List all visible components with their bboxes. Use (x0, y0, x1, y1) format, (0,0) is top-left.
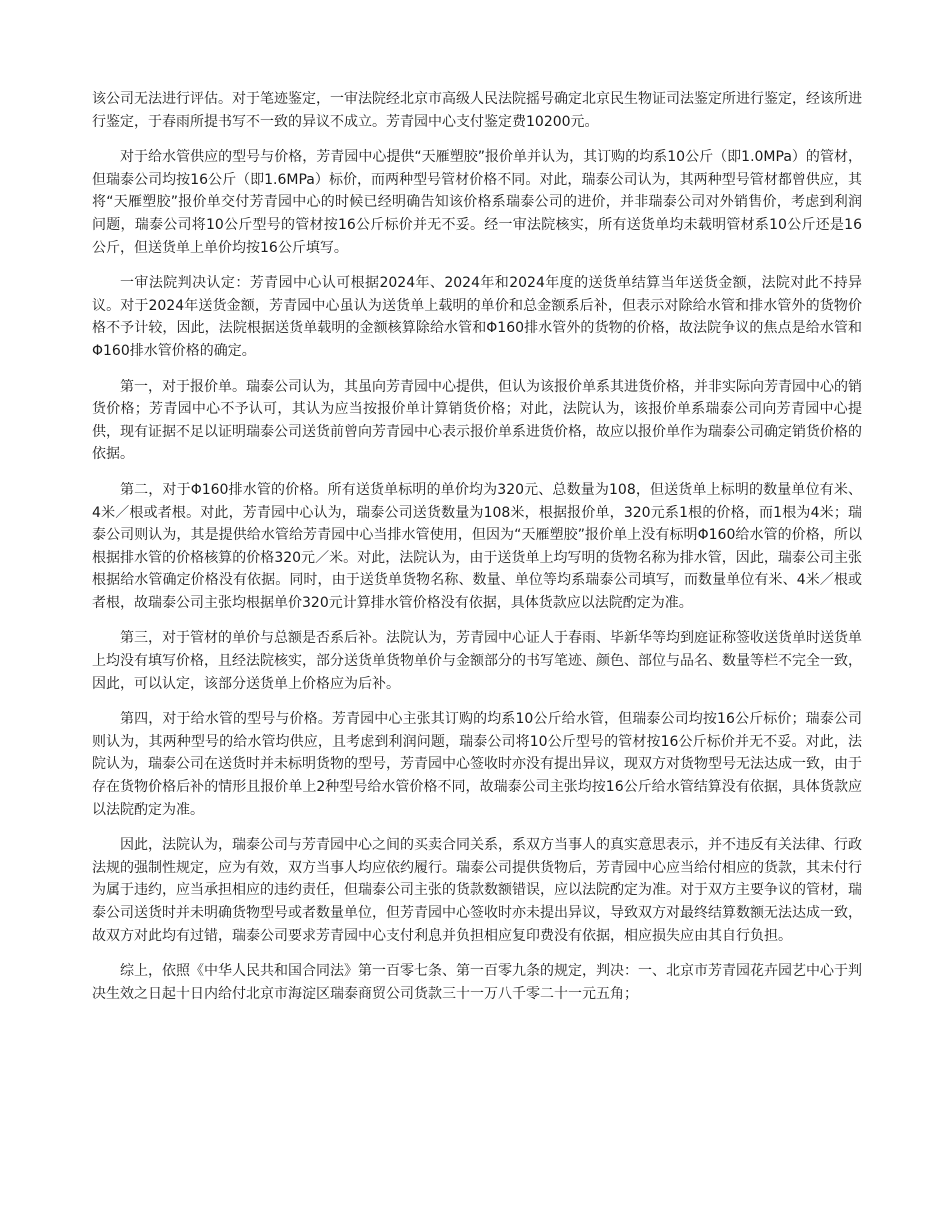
paragraph-1: 该公司无法进行评估。对于笔迹鉴定，一审法院经北京市高级人民法院摇号确定北京民生物证司法鉴定所进行鉴定，经该所进行鉴定，于春雨所提书写不一致的异议不成立。芳青园中心支付鉴定费10200元。 (92, 91, 862, 130)
document-body (92, 88, 862, 1018)
paragraph-3: 一审法院判决认定：芳青园中心认可根据2024年、2024年和2024年度的送货单结算当年送货金额，法院对此不持异议。对于2024年送货金额，芳青园中心虽认为送货单上载明的单价和总金额系后补，但表示对除给水管和排水管外的货物价格不予计较，因此，法院根据送货单载明的金额核算除给水管和Φ160排水管外的货物的价格，故法院争议的焦点是给水管和Φ160排水管价格的确定。 (92, 275, 862, 359)
paragraph-6: 第三，对于管材的单价与总额是否系后补。法院认为，芳青园中心证人于春雨、毕新华等均到庭证称签收送货单时送货单上均没有填写价格，且经法院核实，部分送货单货物单价与金额部分的书写笔迹、颜色、部位与品名、数量等栏不完全一致，因此，可以认定，该部分送货单上价格应为后补。 (92, 630, 862, 692)
paragraph-9: 综上，依照《中华人民共和国合同法》第一百零七条、第一百零九条的规定，判决：一、北京市芳青园花卉园艺中心于判决生效之日起十日内给付北京市海淀区瑞泰商贸公司货款三十一万八千零二十一元五角； (92, 963, 862, 1002)
paragraph-4: 第一，对于报价单。瑞泰公司认为，其虽向芳青园中心提供，但认为该报价单系其进货价格，并非实际向芳青园中心的销货价格；芳青园中心不予认可，其认为应当按报价单计算销货价格；对此，法院认为，该报价单系瑞泰公司向芳青园中心提供，现有证据不足以证明瑞泰公司送货前曾向芳青园中心表示报价单系进货价格，故应以报价单作为瑞泰公司确定销货价格的依据。 (92, 378, 862, 463)
paragraph-5: 第二，对于Φ160排水管的价格。所有送货单标明的单价均为320元、总数量为108，但送货单上标明的数量单位有米、4米／根或者根。对此，芳青园中心认为，瑞泰公司送货数量为108米，根据报价单，320元系1根的价格，而1根为4米；瑞泰公司则认为，其是提供给水管给芳青园中心当排水管使用，但因为“天雁塑胶”报价单上没有标明Φ160给水管的价格，所以根据排水管的价格核算的价格320元／米。对此，法院认为，由于送货单上均写明的货物名称为排水管，因此，瑞泰公司主张根据给水管确定价格没有依据。同时，由于送货单货物名称、数量、单位等均系瑞泰公司填写，而数量单位有米、4米／根或者根，故瑞泰公司主张均根据单价320元计算排水管价格没有依据，具体货款应以法院酌定为准。 (92, 481, 862, 611)
paragraph-7: 第四，对于给水管的型号与价格。芳青园中心主张其订购的均系10公斤给水管，但瑞泰公司均按16公斤标价；瑞泰公司则认为，其两种型号的给水管均供应，且考虑到利润问题，瑞泰公司将10公斤型号的管材按16公斤标价并无不妥。对此，法院认为，瑞泰公司在送货时并未标明货物的型号，芳青园中心签收时亦没有提出异议，现双方对货物型号无法达成一致，由于存在货物价格后补的情形且报价单上2种型号给水管价格不同，故瑞泰公司主张均按16公斤给水管结算没有依据，具体货款应以法院酌定为准。 (92, 711, 862, 818)
paragraph-8: 因此，法院认为，瑞泰公司与芳青园中心之间的买卖合同关系，系双方当事人的真实意思表示，并不违反有关法律、行政法规的强制性规定，应为有效，双方当事人均应依约履行。瑞泰公司提供货物后，芳青园中心应当给付相应的货款，其未付行为属于违约，应当承担相应的违约责任，但瑞泰公司主张的货款数额错误，应以法院酌定为准。对于双方主要争议的管材，瑞泰公司送货时并未明确货物型号或者数量单位，但芳青园中心签收时亦未提出异议，导致双方对最终结算数额无法达成一致，故双方对此均有过错，瑞泰公司要求芳青园中心支付利息并负担相应复印费没有依据，相应损失应由其自行负担。 (92, 837, 862, 944)
paragraph-2: 对于给水管供应的型号与价格，芳青园中心提供“天雁塑胶”报价单并认为，其订购的均系10公斤（即1.0MPa）的管材，但瑞泰公司均按16公斤（即1.6MPa）标价，而两种型号管材价格不同。对此，瑞泰公司认为，其两种型号管材都曾供应，其将“天雁塑胶”报价单交付芳青园中心的时候已经明确告知该价格系瑞泰公司的进价，并非瑞泰公司对外销售价，考虑到利润问题，瑞泰公司将10公斤型号的管材按16公斤标价并无不妥。经一审法院核实，所有送货单均未载明管材系10公斤还是16公斤，但送货单上单价均按16公斤填写。 (92, 149, 862, 256)
